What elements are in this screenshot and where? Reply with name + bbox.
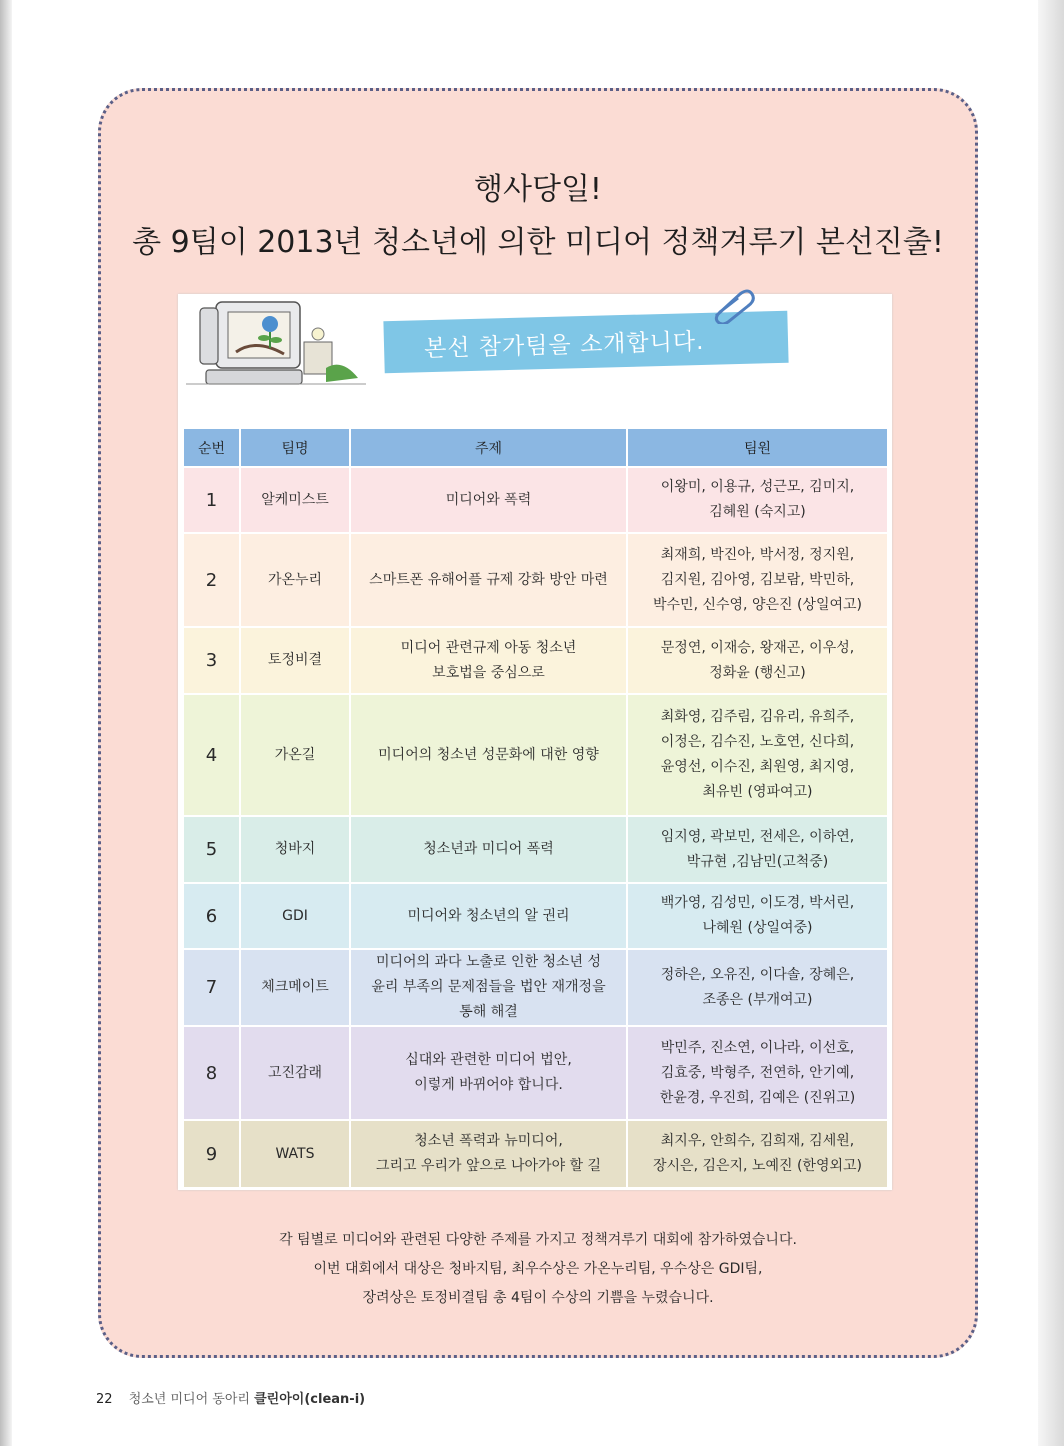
summary-line-2: 이번 대회에서 대상은 청바지팀, 최우수상은 가온누리팀, 우수상은 GDI팀, — [313, 1261, 763, 1277]
topic-line: 그리고 우리가 앞으로 나아가야 할 길 — [375, 1158, 602, 1174]
banner-text: 본선 참가팀을 소개합니다. — [423, 328, 705, 363]
cell-topic — [350, 949, 627, 1026]
table-row — [184, 883, 887, 949]
cell-members — [627, 949, 887, 1026]
member-line: 최재희, 박진아, 박서정, 정지원, — [660, 546, 855, 563]
topic-line: 보호법을 중심으로 — [432, 664, 545, 681]
cell-no: 7 — [184, 949, 240, 1026]
member-line: 이정은, 김수진, 노호연, 신다희, — [660, 734, 855, 750]
member-line: 정하은, 오유진, 이다솔, 장혜은, — [660, 966, 855, 983]
table-row — [184, 1120, 887, 1187]
page-edge-left — [0, 0, 12, 1446]
table-row — [184, 949, 887, 1026]
member-line: 문정연, 이재승, 왕재곤, 이우성, — [660, 639, 855, 656]
cell-members — [627, 883, 887, 949]
topic-line: 미디어 관련규제 아동 청소년 — [400, 639, 577, 656]
table-row — [184, 694, 887, 816]
member-line: 백가영, 김성민, 이도경, 박서린, — [660, 895, 855, 911]
header-team: 팀명 — [240, 429, 350, 467]
topic-line: 미디어의 청소년 성문화에 대한 영향 — [378, 746, 599, 763]
topic-line: 십대와 관련한 미디어 법안, — [405, 1052, 572, 1068]
topic-line: 이렇게 바뀌어야 합니다. — [414, 1077, 563, 1093]
member-line: 최유빈 (영파여고) — [702, 784, 813, 800]
member-line: 임지영, 곽보민, 전세은, 이하연, — [660, 828, 855, 845]
cell-topic — [350, 694, 627, 816]
cell-no: 2 — [184, 533, 240, 627]
member-line: 한윤경, 우진희, 김예은 (진위고) — [659, 1089, 856, 1106]
table-row — [184, 467, 887, 533]
header-no: 순번 — [184, 429, 240, 467]
headline — [98, 168, 978, 270]
cell-no: 4 — [184, 694, 240, 816]
cell-no: 9 — [184, 1120, 240, 1187]
teams-table — [184, 429, 887, 1187]
summary-line-3: 장려상은 토정비결팀 총 4팀이 수상의 기쁨을 누렸습니다. — [362, 1290, 714, 1306]
cell-no: 8 — [184, 1026, 240, 1120]
cell-topic — [350, 816, 627, 883]
summary-line-1: 각 팀별로 미디어와 관련된 다양한 주제를 가지고 정책겨루기 대회에 참가하였습니다. — [279, 1232, 797, 1248]
member-line: 박수민, 신수영, 양은진 (상일여고) — [653, 596, 862, 613]
table-row — [184, 533, 887, 627]
table-row — [184, 1026, 887, 1120]
member-line: 이왕미, 이용규, 성근모, 김미지, — [660, 479, 855, 495]
table-row — [184, 627, 887, 694]
member-line: 조종은 (부개여고) — [702, 991, 813, 1008]
cell-no: 6 — [184, 883, 240, 949]
member-line: 윤영선, 이수진, 최원영, 최지영, — [660, 759, 855, 775]
cell-members — [627, 816, 887, 883]
cell-topic — [350, 533, 627, 627]
topic-line: 통해 해결 — [459, 1004, 518, 1020]
member-line: 최지우, 안희수, 김희재, 김세원, — [660, 1133, 855, 1149]
topic-line: 미디어와 폭력 — [445, 491, 532, 508]
page-footer — [96, 1388, 365, 1407]
cell-topic — [350, 883, 627, 949]
cell-members — [627, 1120, 887, 1187]
cell-no: 3 — [184, 627, 240, 694]
headline-line-2: 총 9팀이 2013년 청소년에 의한 미디어 정책겨루기 본선진출! — [132, 225, 944, 260]
cell-team: 가온길 — [240, 694, 350, 816]
cell-team: GDI — [240, 883, 350, 949]
cell-team: WATS — [240, 1120, 350, 1187]
member-line: 박민주, 진소연, 이나라, 이선호, — [660, 1039, 855, 1056]
cell-members — [627, 533, 887, 627]
member-line: 김혜원 (숙지고) — [709, 504, 806, 520]
topic-line: 청소년 폭력과 뉴미디어, — [414, 1133, 563, 1149]
cell-topic — [350, 627, 627, 694]
footer-label: 청소년 미디어 동아리 — [128, 1392, 250, 1407]
footer-brand: 클린아이(clean-i) — [254, 1392, 366, 1407]
member-line: 박규현 ,김남민(고척중) — [686, 853, 829, 870]
topic-line: 스마트폰 유해어플 규제 강화 방안 마련 — [369, 571, 608, 588]
cell-topic — [350, 1120, 627, 1187]
table-header-row — [184, 429, 887, 467]
member-line: 장시은, 김은지, 노예진 (한영외고) — [653, 1158, 862, 1174]
computer-illustration-icon — [186, 298, 366, 398]
member-line: 김효중, 박형주, 전연하, 안기예, — [660, 1064, 855, 1081]
cell-team: 토정비결 — [240, 627, 350, 694]
cell-members — [627, 694, 887, 816]
summary-text — [98, 1226, 978, 1313]
cell-topic — [350, 1026, 627, 1120]
header-topic: 주제 — [350, 429, 627, 467]
topic-line: 미디어와 청소년의 알 권리 — [407, 907, 570, 924]
cell-no: 5 — [184, 816, 240, 883]
cell-no: 1 — [184, 467, 240, 533]
member-line: 최화영, 김주림, 김유리, 유희주, — [660, 709, 855, 725]
cell-members — [627, 467, 887, 533]
member-line: 정화윤 (행신고) — [709, 664, 806, 681]
topic-line: 미디어의 과다 노출로 인한 청소년 성 — [375, 954, 602, 970]
page-edge-right — [1038, 0, 1064, 1446]
cell-team: 체크메이트 — [240, 949, 350, 1026]
cell-team: 고진감래 — [240, 1026, 350, 1120]
member-line: 김지원, 김아영, 김보람, 박민하, — [660, 571, 855, 588]
cell-members — [627, 627, 887, 694]
cell-team: 가온누리 — [240, 533, 350, 627]
cell-members — [627, 1026, 887, 1120]
topic-line: 청소년과 미디어 폭력 — [423, 841, 554, 857]
cell-team: 청바지 — [240, 816, 350, 883]
page-number: 22 — [96, 1392, 113, 1407]
headline-line-1: 행사당일! — [474, 172, 602, 207]
table-row — [184, 816, 887, 883]
header-members: 팀원 — [627, 429, 887, 467]
cell-topic — [350, 467, 627, 533]
topic-line: 윤리 부족의 문제점들을 법안 재개정을 — [371, 979, 606, 995]
cell-team: 알케미스트 — [240, 467, 350, 533]
member-line: 나혜원 (상일여중) — [702, 920, 813, 936]
paperclip-icon — [710, 288, 758, 324]
